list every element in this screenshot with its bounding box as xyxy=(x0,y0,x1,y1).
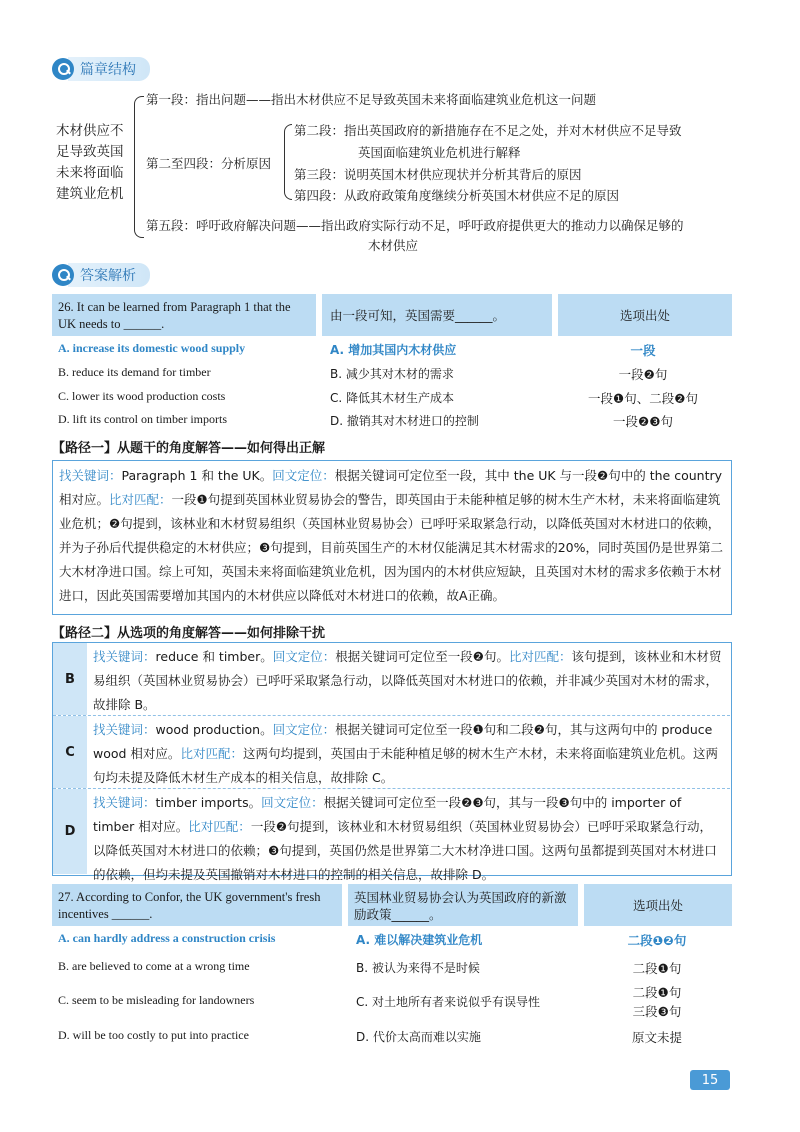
loc-text: 根据关键词可定位至一段❷句。 xyxy=(335,649,509,664)
kw-label: 找关键词： xyxy=(93,722,156,737)
match-text: 一段❷句提到，该林业和木材贸易组织（英国林业贸易协会）已呼吁采取紧急行动，以降低英国对木材进口的依赖；❸句提到，英国仍然是世界第二大木材净进口国。这两句虽都提到英国对木材进口的依赖，但均未提及英国撤销对木材进口的控制的相关信息，故排除 D。 xyxy=(93,819,717,882)
outline-para5b: 木材供应 xyxy=(368,238,419,253)
kw-label: 找关键词： xyxy=(59,468,122,483)
match-text: 一段❶句提到英国林业贸易协会的警告，即英国由于未能种植足够的树木生产木材，未来将面临建筑业危机；❷句提到，该林业和木材贸易组织（英国林业贸易协会）已呼吁采取紧急行动，以降低英国对木材进口的依赖，并为子孙后代提供稳定的木材供应；❸句提到，目前英国生产的木材仅能满足其木材需求的20%，同时英国仍是世界第二大木材净进口国。综上可知，英国未来将面临建筑业危机，因为国内的木材供应短缺，且英国对木材的需求多依赖于木材进口，因此英国需要增加其国内的木材供应以降低对木材进口的依赖，故A正确。 xyxy=(59,492,723,603)
elim-letter: D xyxy=(53,789,87,874)
q27-stem-cn: 英国林业贸易协会认为英国政府的新激励政策______。 xyxy=(348,884,578,926)
loc-text: 根据关键词可定位至一段❶句和二段❷句，其与这两句中的 produce wood 相对应。 xyxy=(93,722,713,761)
outline-brace-main xyxy=(134,96,144,238)
match-label: 比对匹配： xyxy=(180,746,243,761)
q26-option-a-src: 一段 xyxy=(630,343,656,358)
q27-option-b-src: 二段❶句 xyxy=(632,961,682,976)
outline-brace-sub xyxy=(284,124,292,200)
path1-heading: 【路径一】从题干的角度解答——如何得出正解 xyxy=(52,441,326,456)
outline-para4: 第四段：从政府政策角度继续分析英国木材供应不足的原因 xyxy=(294,188,620,203)
q27-option-a-en: A. can hardly address a construction crisis xyxy=(58,931,276,945)
loc-label: 回文定位： xyxy=(261,795,324,810)
q26-option-c-cn: C. 降低其木材生产成本 xyxy=(330,391,455,405)
kw-label: 找关键词： xyxy=(93,649,156,664)
q27-option-c-en: C. seem to be misleading for landowners xyxy=(58,993,255,1007)
match-label: 比对匹配： xyxy=(188,819,251,834)
structure-outline xyxy=(56,88,756,258)
outline-para2a: 第二段：指出英国政府的新措施存在不足之处，并对木材供应不足导致 xyxy=(294,123,682,138)
loc-text: 根据关键词可定位至一段❷❸句，其与一段❸句中的 importer of timber 相对应。 xyxy=(93,795,682,834)
q26-option-a-cn: A. 增加其国内木材供应 xyxy=(330,343,457,357)
outline-para3: 第三段：说明英国木材供应现状并分析其背后的原因 xyxy=(294,167,582,182)
section-tab-answers xyxy=(52,264,150,286)
q26-option-b-en: B. reduce its demand for timber xyxy=(58,365,211,379)
loc-label: 回文定位： xyxy=(272,722,336,737)
kw-text: Paragraph 1 和 the UK。 xyxy=(121,468,273,483)
elim-letter: B xyxy=(53,643,87,715)
elim-row xyxy=(53,788,730,882)
q27-option-c-cn: C. 对土地所有者来说似乎有误导性 xyxy=(356,995,541,1009)
match-label: 比对匹配： xyxy=(509,649,572,664)
q27-source-header: 选项出处 xyxy=(584,884,732,926)
q26-stem-cn: 由一段可知，英国需要______。 xyxy=(322,294,552,336)
path2-table xyxy=(52,642,732,882)
q26-option-d-en: D. lift its control on timber imports xyxy=(58,412,227,426)
section-tab-structure xyxy=(52,58,150,80)
kw-text: reduce 和 timber。 xyxy=(155,649,273,664)
elim-letter: C xyxy=(53,716,87,788)
outline-para2b: 英国面临建筑业危机进行解释 xyxy=(358,145,521,160)
magnifier-icon xyxy=(52,264,74,286)
section-title: 答案解析 xyxy=(68,263,150,287)
structure-root: 木材供应不足导致英国未来将面临建筑业危机 xyxy=(56,123,124,202)
loc-label: 回文定位： xyxy=(272,468,335,483)
path2-heading: 【路径二】从选项的角度解答——如何排除干扰 xyxy=(52,626,326,641)
q26-option-b-src: 一段❷句 xyxy=(618,367,668,382)
q27-option-a-src: 二段❶❷句 xyxy=(627,933,687,948)
q27-option-c-src2: 三段❸句 xyxy=(632,1004,682,1019)
q26-source-header: 选项出处 xyxy=(558,294,732,336)
q26-option-c-en: C. lower its wood production costs xyxy=(58,389,226,403)
q27-stem-en: 27. According to Confor, the UK government's fresh incentives ______. xyxy=(52,884,342,926)
q26-option-a-en: A. increase its domestic wood supply xyxy=(58,341,246,355)
q26-option-c-src: 一段❶句、二段❷句 xyxy=(588,391,698,406)
q27-option-a-cn: A. 难以解决建筑业危机 xyxy=(356,933,483,947)
outline-para1: 第一段：指出问题——指出木材供应不足导致英国未来将面临建筑业危机这一问题 xyxy=(146,92,597,107)
q26-option-b-cn: B. 减少其对木材的需求 xyxy=(330,367,454,381)
match-text: 这两句均提到，英国由于未能种植足够的树木生产木材，未来将面临建筑业危机。这两句均未提及降低木材生产成本的相关信息，故排除 C。 xyxy=(93,746,718,785)
q26-option-d-cn: D. 撤销其对木材进口的控制 xyxy=(330,414,479,428)
q27-option-d-en: D. will be too costly to put into practice xyxy=(58,1028,249,1042)
q27-option-b-en: B. are believed to come at a wrong time xyxy=(58,959,250,973)
magnifier-icon xyxy=(52,58,74,80)
q26-option-d-src: 一段❷❸句 xyxy=(613,414,673,429)
outline-mid-label: 第二至四段：分析原因 xyxy=(146,156,272,171)
match-label: 比对匹配： xyxy=(109,492,172,507)
section-title: 篇章结构 xyxy=(68,57,150,81)
kw-label: 找关键词： xyxy=(93,795,156,810)
q27-option-d-src: 原文未提 xyxy=(631,1030,682,1045)
elim-row xyxy=(53,715,730,788)
elim-row xyxy=(53,643,730,715)
page-number: 15 xyxy=(690,1070,730,1090)
kw-text: wood production。 xyxy=(155,722,273,737)
q27-option-c-src: 二段❶句 xyxy=(632,985,682,1000)
loc-text: 根据关键词可定位至一段，其中 the UK 与一段❷句中的 the country 相对应。 xyxy=(59,468,723,507)
q27-option-d-cn: D. 代价太高而难以实施 xyxy=(356,1030,481,1044)
outline-para5a: 第五段：呼吁政府解决问题——指出政府实际行动不足，呼吁政府提供更大的推动力以确保足够的 xyxy=(146,218,684,233)
path1-box xyxy=(52,460,732,615)
q26-stem-en: 26. It can be learned from Paragraph 1 that the UK needs to ______. xyxy=(52,294,316,336)
q27-option-b-cn: B. 被认为来得不是时候 xyxy=(356,961,480,975)
loc-label: 回文定位： xyxy=(272,649,336,664)
kw-text: timber imports。 xyxy=(155,795,262,810)
match-text: 该句提到，该林业和木材贸易组织（英国林业贸易协会）已呼吁采取紧急行动，以降低英国对木材进口的依赖，并非减少英国对木材的需求，故排除 B。 xyxy=(93,649,722,712)
